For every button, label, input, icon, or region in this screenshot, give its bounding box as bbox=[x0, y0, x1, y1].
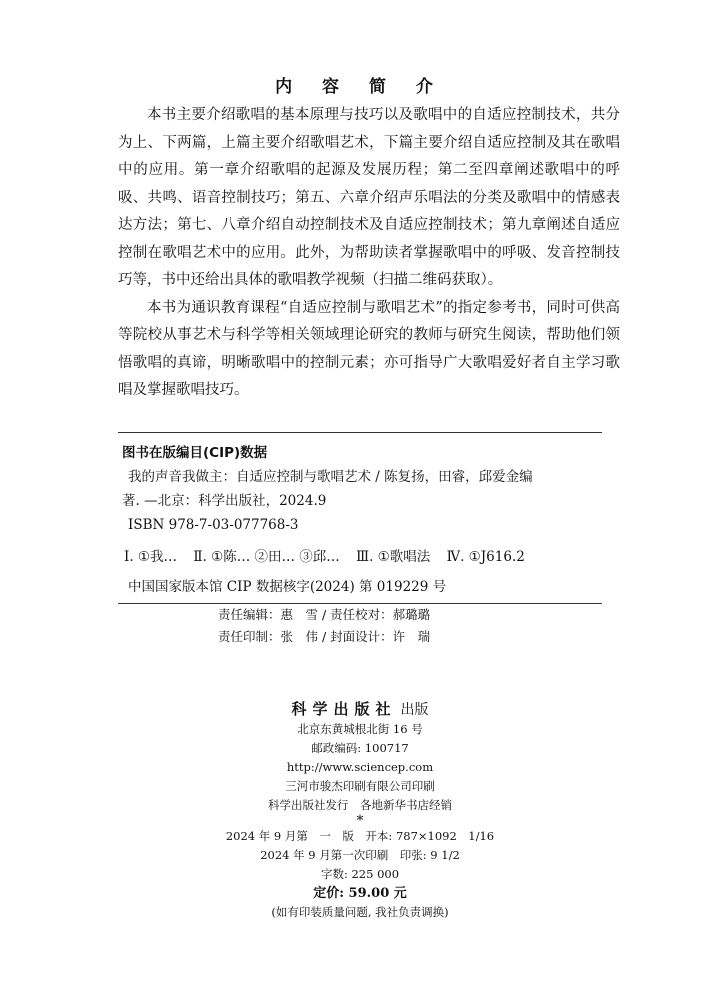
cip-record-number: 中国国家版本馆 CIP 数据核字(2024) 第 019229 号 bbox=[128, 579, 447, 595]
synopsis-paragraph-2: 本书为通识教育课程“自适应控制与歌唱艺术”的指定参考书，同时可供高等院校从事艺术与科学等相关领域理论研究的教师与研究生阅读，帮助他们领悟歌唱的真谛，明晰歌唱中的控制元素；亦可指导广大歌唱爱好者自主学习歌唱及掌握歌唱技巧。 bbox=[118, 299, 620, 398]
cip-class-1: Ⅰ. ①我… bbox=[124, 549, 178, 565]
cip-isbn: ISBN 978-7-03-077768-3 bbox=[128, 517, 299, 533]
editorial-staff bbox=[218, 604, 430, 648]
press-suffix: 出版 bbox=[400, 702, 429, 718]
separator-star: * bbox=[356, 813, 364, 829]
edition-info: 2024 年 9 月第 一 版 开本: 787×1092 1/16 bbox=[225, 829, 495, 843]
printing-info: 2024 年 9 月第一次印刷 印张: 9 1/2 bbox=[260, 848, 460, 862]
cip-heading: 图书在版编目(CIP)数据 bbox=[122, 445, 268, 461]
distribution: 科学出版社发行 各地新华书店经销 bbox=[268, 798, 452, 812]
cip-class-3: Ⅲ. ①歌唱法 bbox=[356, 549, 431, 565]
press-name: 科学出版社 bbox=[291, 700, 397, 718]
cip-publisher-line: 著. —北京：科学出版社，2024.9 bbox=[122, 493, 327, 509]
cip-data-block bbox=[118, 432, 602, 604]
website-url: http://www.sciencep.com bbox=[286, 760, 434, 774]
cip-classification bbox=[118, 545, 602, 569]
staff-line-2: 责任印制：张 伟 / 封面设计：许 瑞 bbox=[218, 629, 431, 644]
postcode: 邮政编码: 100717 bbox=[311, 741, 409, 755]
staff-line-1: 责任编辑：惠 雪 / 责任校对：郝璐璐 bbox=[218, 607, 431, 622]
cip-class-4: Ⅳ. ①J616.2 bbox=[446, 549, 525, 565]
press-line bbox=[0, 700, 720, 720]
cip-title-line: 我的声音我做主：自适应控制与歌唱艺术 / 陈复扬，田睿，邱爱金编 bbox=[128, 469, 533, 485]
synopsis-paragraph-1: 本书主要介绍歌唱的基本原理与技巧以及歌唱中的自适应控制技术，共分为上、下两篇，上篇主要介绍歌唱艺术，下篇主要介绍自适应控制及其在歌唱中的应用。第一章介绍歌唱的起源及发展历程；第二至四章阐述歌唱中的呼吸、共鸣、语音控制技巧；第五、六章介绍声乐唱法的分类及歌唱中的情感表达方法；第七、八章介绍自动控制技术及自适应控制技术；第九章阐述自适应控制在歌唱艺术中的应用。此外，为帮助读者掌握歌唱中的呼吸、发音控制技巧等，书中还给出具体的歌唱教学视频（扫描二维码获取）。 bbox=[118, 107, 620, 288]
cip-class-2: Ⅱ. ①陈… ②田… ③邱… bbox=[193, 549, 340, 565]
synopsis bbox=[118, 102, 620, 405]
price: 定价: 59.00 元 bbox=[313, 886, 407, 901]
printer: 三河市骏杰印刷有限公司印刷 bbox=[285, 779, 435, 793]
quality-notice: (如有印装质量问题, 我社负责调换) bbox=[271, 905, 449, 919]
page-title: 内 容 简 介 bbox=[275, 77, 445, 97]
address: 北京东黄城根北街 16 号 bbox=[297, 722, 423, 736]
publisher-info bbox=[0, 700, 720, 922]
word-count: 字数: 225 000 bbox=[320, 867, 400, 881]
